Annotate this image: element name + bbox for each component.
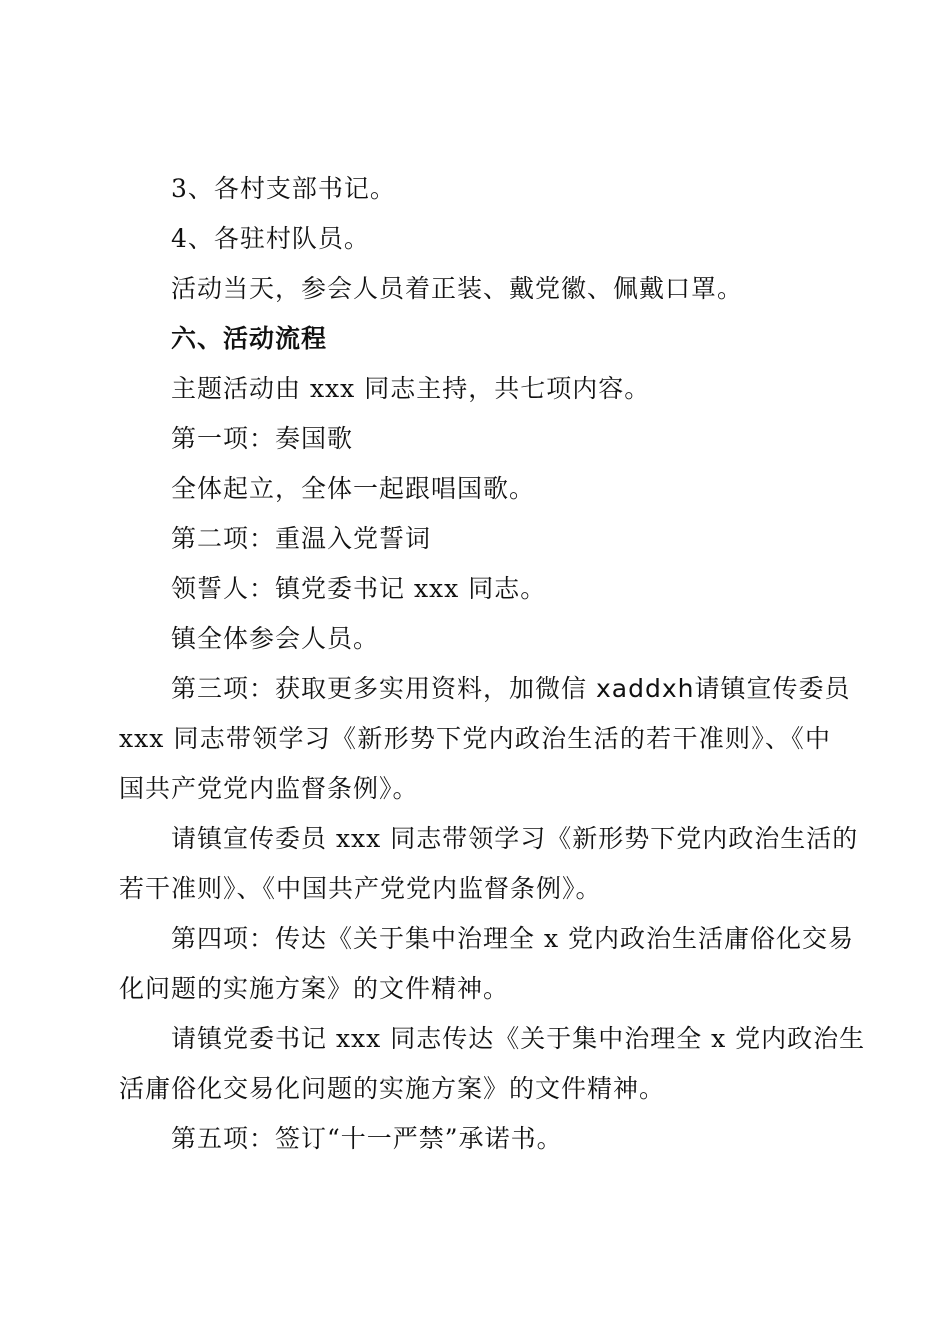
item-3-line-3: 国共产党党内监督条例》。 — [119, 774, 419, 803]
oath-leader: 领誓人：镇党委书记 xxx 同志。 — [171, 574, 547, 603]
item-3-rest: 请镇宣传委员 — [694, 674, 851, 703]
item-2-title: 第二项：重温入党誓词 — [171, 524, 432, 553]
item-5-title: 第五项：签订“十一严禁”承诺书。 — [171, 1124, 563, 1153]
item-3-prefix: 第三项： — [171, 674, 276, 703]
dress-requirement: 活动当天，参会人员着正装、戴党徽、佩戴口罩。 — [171, 274, 744, 303]
list-item-village-team: 4、各驻村队员。 — [171, 224, 370, 253]
list-item-branch-secretaries: 3、各村支部书记。 — [171, 174, 396, 203]
convey-para-line-1: 请镇党委书记 xxx 同志传达《关于集中治理全 x 党内政治生 — [171, 1024, 866, 1053]
promo-text: 获取更多实用资料，加微信 xaddxh — [275, 674, 695, 703]
item-1-title: 第一项：奏国歌 — [171, 424, 354, 453]
study-para-line-1: 请镇宣传委员 xxx 同志带领学习《新形势下党内政治生活的 — [171, 824, 859, 853]
section-heading-process: 六、活动流程 — [171, 324, 328, 353]
convey-para-line-2: 活庸俗化交易化问题的实施方案》的文件精神。 — [119, 1074, 666, 1103]
item-4-line-1: 第四项：传达《关于集中治理全 x 党内政治生活庸俗化交易 — [171, 924, 854, 953]
item-1-desc: 全体起立，全体一起跟唱国歌。 — [171, 474, 536, 503]
item-3-line-2: xxx 同志带领学习《新形势下党内政治生活的若干准则》、《中 — [119, 724, 831, 753]
item-4-line-2: 化问题的实施方案》的文件精神。 — [119, 974, 510, 1003]
item-3-line-1 — [171, 674, 851, 704]
study-para-line-2: 若干准则》、《中国共产党党内监督条例》。 — [119, 874, 602, 903]
oath-participants: 镇全体参会人员。 — [171, 624, 380, 653]
host-statement: 主题活动由 xxx 同志主持，共七项内容。 — [171, 374, 651, 403]
